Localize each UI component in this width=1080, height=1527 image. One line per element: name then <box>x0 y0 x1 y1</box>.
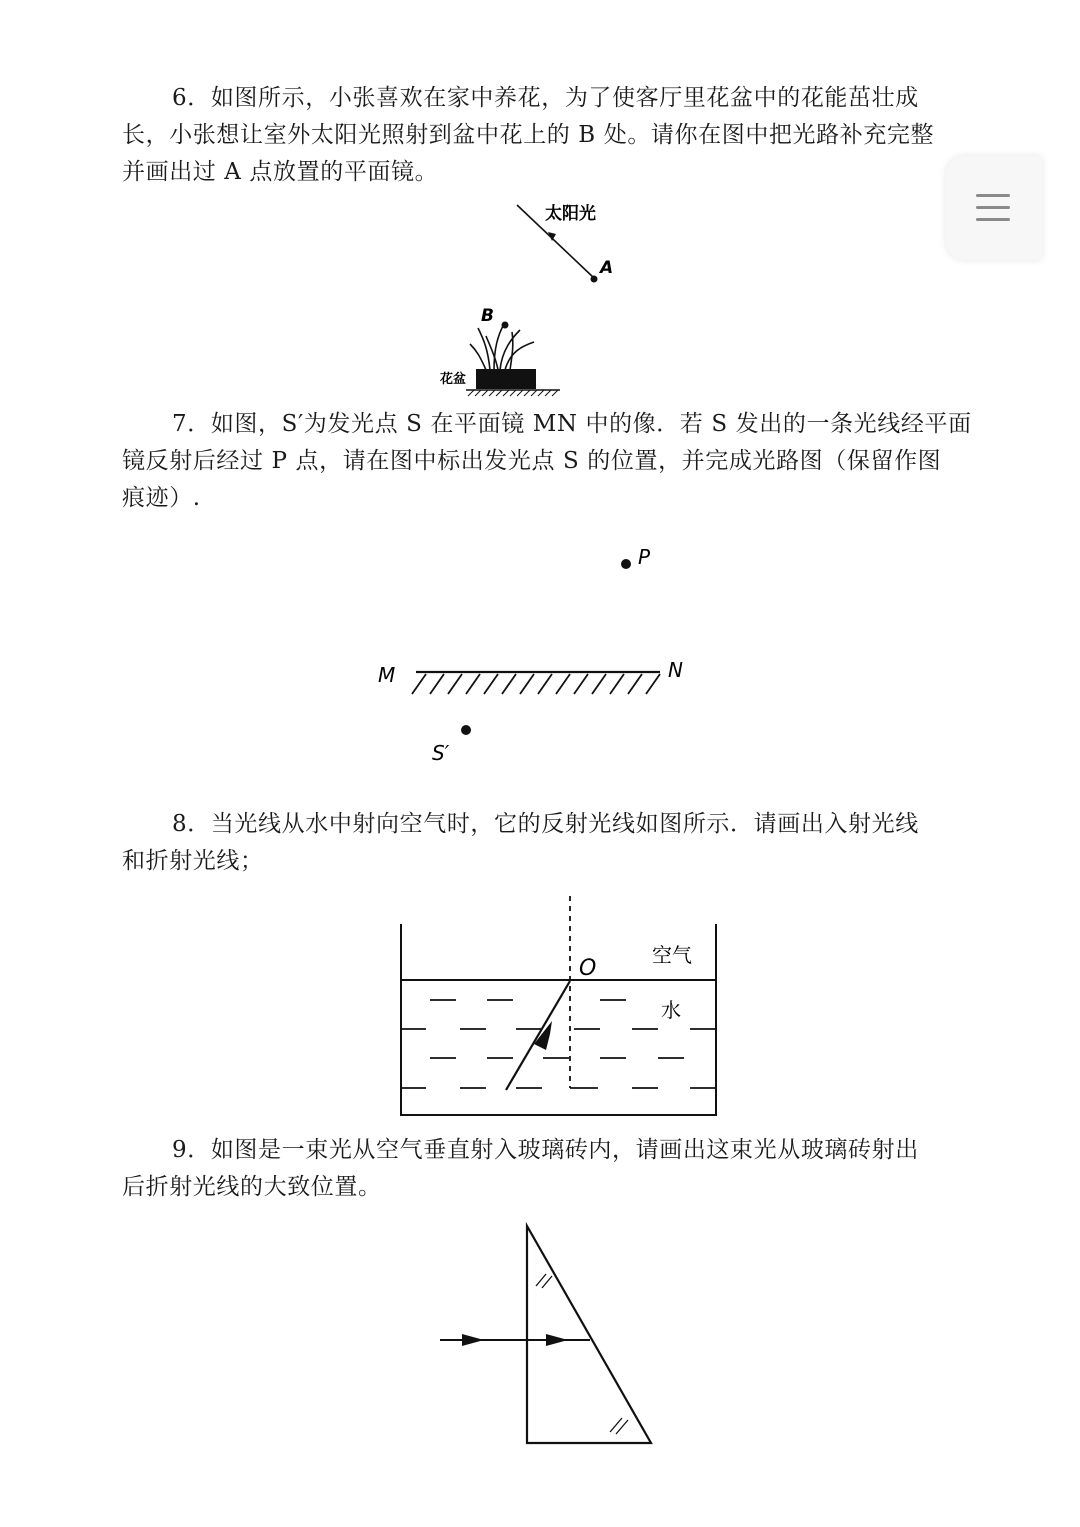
question-9-line-1: 9．如图是一束光从空气垂直射入玻璃砖内，请画出这束光从玻璃砖射出 <box>172 1137 919 1163</box>
glass-prism <box>527 1226 651 1443</box>
point-a-label: A <box>600 258 614 278</box>
incident-ray-arrow-icon <box>462 1334 484 1346</box>
question-8-line-1: 8．当光线从水中射向空气时，它的反射光线如图所示．请画出入射光线 <box>172 811 919 837</box>
inner-ray-arrow-icon <box>546 1334 568 1346</box>
point-b-label: B <box>481 306 494 326</box>
mirror-m-label: M <box>378 663 396 687</box>
question-6-line-2: 长，小张想让室外太阳光照射到盆中花上的 B 处。请你在图中把光路补充完整 <box>122 122 935 148</box>
glass-hatch-marks <box>536 1274 628 1434</box>
air-label: 空气 <box>652 943 692 967</box>
question-9-line-2: 后折射光线的大致位置。 <box>122 1174 382 1200</box>
point-p-label: P <box>638 545 651 569</box>
question-6-line-3: 并画出过 A 点放置的平面镜。 <box>122 159 439 185</box>
image-s-label: S′ <box>432 741 450 765</box>
flower-pot-label: 花盆 <box>440 372 467 387</box>
point-o-label: O <box>579 956 597 981</box>
question-8-line-2: 和折射光线； <box>122 848 264 874</box>
question-7-line-2: 镜反射后经过 P 点，请在图中标出发光点 S 的位置，并完成光路图（保留作图 <box>122 448 942 474</box>
question-7-line-3: 痕迹）. <box>122 485 201 511</box>
sunlight-label: 太阳光 <box>545 204 596 224</box>
question-6-line-1: 6．如图所示，小张喜欢在家中养花，为了使客厅里花盆中的花能茁壮成 <box>172 85 919 111</box>
question-7-line-1: 7．如图，S′为发光点 S 在平面镜 MN 中的像．若 S 发出的一条光线经平面 <box>172 411 972 437</box>
water-label: 水 <box>661 998 681 1022</box>
mirror-n-label: N <box>668 658 683 682</box>
